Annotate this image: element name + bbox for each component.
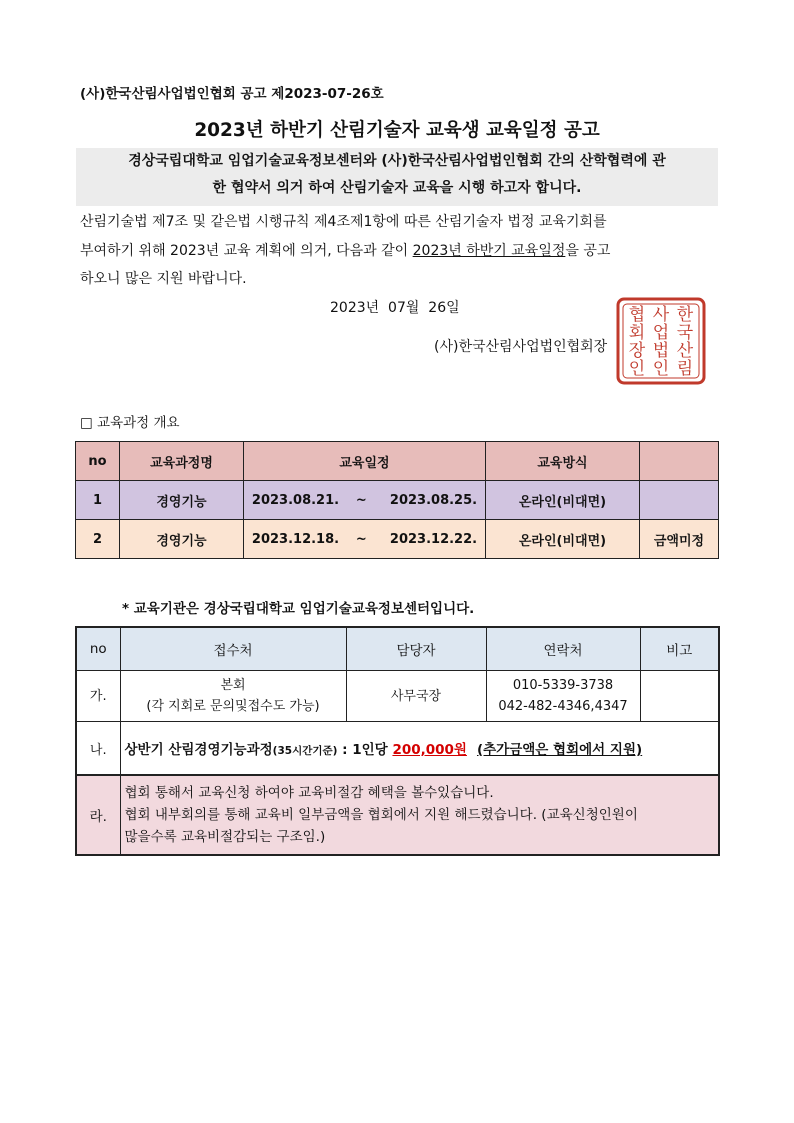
phone-number: 042-482-4346,4347 bbox=[498, 699, 628, 714]
row-no: 2 bbox=[76, 520, 120, 559]
table-row bbox=[76, 481, 719, 520]
contact-table bbox=[75, 626, 720, 856]
intro-box bbox=[76, 148, 718, 206]
date-separator: ~ bbox=[355, 492, 367, 508]
remark: 금액미정 bbox=[640, 520, 719, 559]
header-cell: 접수처 bbox=[120, 627, 346, 671]
reception-place bbox=[120, 671, 346, 722]
note-line: 협회 내부회의를 통해 교육비 일부금액을 협회에서 지원 해드렸습니다. (교육신청인원이 bbox=[124, 807, 638, 823]
per-person-label: : 1인당 bbox=[337, 742, 393, 758]
row-no: 가. bbox=[76, 671, 120, 722]
place-note: (각 지회로 문의및접수도 가능) bbox=[146, 699, 320, 714]
header-cell: 교육방식 bbox=[486, 442, 640, 481]
phone-number: 010-5339-3738 bbox=[512, 678, 614, 693]
end-date: 2023.08.25. bbox=[389, 492, 478, 508]
schedule-dates bbox=[244, 481, 486, 520]
intro-line: 한 협약서 의거 하여 산림기술자 교육을 시행 하고자 합니다. bbox=[212, 180, 582, 196]
schedule-dates bbox=[244, 520, 486, 559]
body-line: 하오니 많은 지원 바랍니다. bbox=[80, 271, 247, 287]
institution-note: * 교육기관은 경상국립대학교 임업기술교육정보센터입니다. bbox=[122, 601, 475, 617]
official-seal-icon bbox=[615, 296, 707, 386]
date-separator: ~ bbox=[355, 531, 367, 547]
header-cell: 교육일정 bbox=[244, 442, 486, 481]
contact-numbers bbox=[486, 671, 640, 722]
body-paragraph bbox=[80, 208, 610, 294]
header-cell: 연락처 bbox=[486, 627, 640, 671]
table-header-row bbox=[76, 442, 719, 481]
table-row bbox=[76, 520, 719, 559]
table-row bbox=[76, 775, 719, 855]
seal-character: 인 bbox=[652, 359, 670, 379]
header-cell: 교육과정명 bbox=[120, 442, 244, 481]
body-line bbox=[80, 237, 610, 266]
seal-character: 사 bbox=[652, 305, 670, 325]
support-note: (추가금액은 협회에서 지원) bbox=[476, 742, 643, 758]
body-text-segment: 부여하기 위해 2023년 교육 계획에 의거, 다음과 같이 bbox=[80, 242, 413, 259]
seal-character: 산 bbox=[676, 341, 694, 361]
note-line: 협회 통해서 교육신청 하여야 교육비절감 혜택을 볼수있습니다. bbox=[124, 785, 494, 801]
start-date: 2023.12.18. bbox=[251, 531, 340, 547]
row-no: 1 bbox=[76, 481, 120, 520]
row-no: 라. bbox=[76, 775, 120, 855]
course-name: 경영기능 bbox=[120, 520, 244, 559]
notice-date: 2023년 07월 26일 bbox=[330, 300, 460, 316]
seal-character: 법 bbox=[652, 341, 670, 361]
header-cell bbox=[640, 442, 719, 481]
body-text-segment: 을 공고 bbox=[565, 242, 611, 259]
seal-character: 협 bbox=[628, 305, 646, 325]
seal-character: 장 bbox=[628, 341, 646, 361]
table-row bbox=[76, 671, 719, 722]
seal-character: 림 bbox=[676, 359, 694, 379]
underlined-schedule-text: 2023년 하반기 교육일정 bbox=[412, 242, 566, 259]
course-name: 상반기 산림경영기능과정 bbox=[124, 742, 273, 758]
seal-character: 한 bbox=[676, 305, 694, 325]
course-name: 경영기능 bbox=[120, 481, 244, 520]
note-line: 많을수록 교육비절감되는 구조임.) bbox=[124, 829, 326, 845]
end-date: 2023.12.22. bbox=[389, 531, 478, 547]
body-line: 산림기술법 제7조 및 같은법 시행규칙 제4조제1항에 따른 산림기술자 법정 교육기회를 bbox=[80, 214, 607, 230]
fee-amount: 200,000원 bbox=[392, 742, 467, 758]
table-row bbox=[76, 722, 719, 776]
education-method: 온라인(비대면) bbox=[486, 520, 640, 559]
schedule-table bbox=[75, 441, 719, 559]
fee-info bbox=[120, 722, 719, 776]
remark bbox=[640, 481, 719, 520]
seal-character: 국 bbox=[676, 323, 694, 343]
discount-note bbox=[120, 775, 719, 855]
header-cell: no bbox=[76, 442, 120, 481]
seal-character: 회 bbox=[628, 323, 646, 343]
manager: 사무국장 bbox=[346, 671, 486, 722]
header-cell: no bbox=[76, 627, 120, 671]
intro-line: 경상국립대학교 임업기술교육정보센터와 (사)한국산림사업법인협회 간의 산학협력에 관 bbox=[128, 153, 666, 169]
place-name: 본회 bbox=[220, 678, 246, 693]
remark bbox=[640, 671, 719, 722]
section-title: □ 교육과정 개요 bbox=[80, 415, 180, 431]
header-cell: 비고 bbox=[640, 627, 719, 671]
hours-basis: (35시간기준) bbox=[272, 745, 338, 757]
notice-number: (사)한국산림사업법인협회 공고 제2023-07-26호 bbox=[80, 86, 384, 102]
start-date: 2023.08.21. bbox=[251, 492, 340, 508]
row-no: 나. bbox=[76, 722, 120, 776]
page-title: 2023년 하반기 산림기술자 교육생 교육일정 공고 bbox=[194, 120, 600, 141]
seal-character: 업 bbox=[652, 323, 670, 343]
education-method: 온라인(비대면) bbox=[486, 481, 640, 520]
seal-character: 인 bbox=[628, 359, 646, 379]
table-header-row bbox=[76, 627, 719, 671]
header-cell: 담당자 bbox=[346, 627, 486, 671]
organization-name: (사)한국산림사업법인협회장 bbox=[434, 339, 608, 355]
